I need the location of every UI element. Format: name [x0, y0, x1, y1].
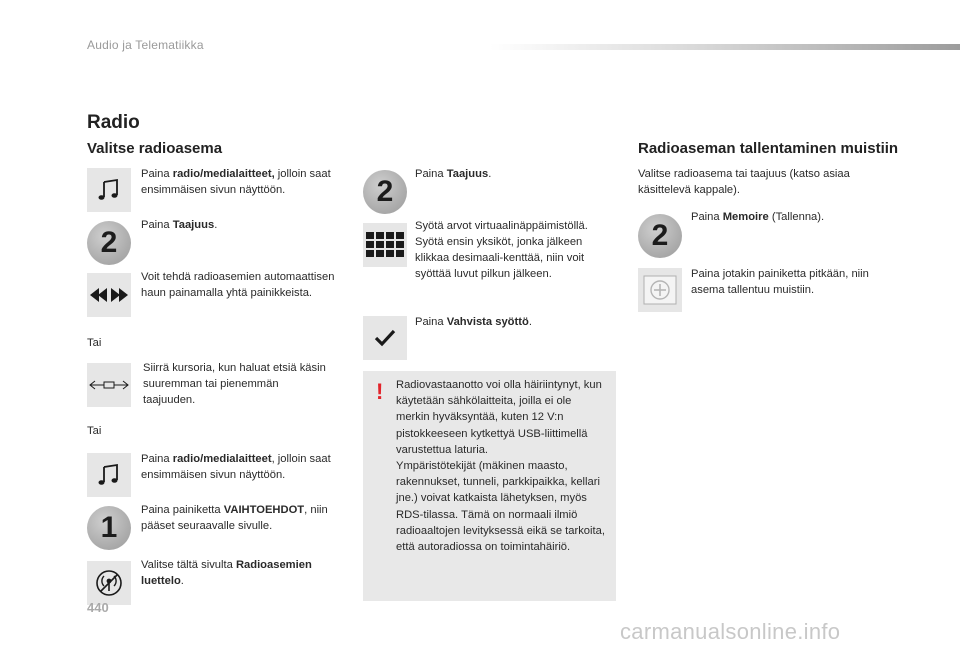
running-header: Audio ja Telematiikka — [87, 38, 204, 52]
warning-text: Radiovastaanotto voi olla häiriintynyt, kun käytetään sähkölaitteita, joilla ei ole merkin hyväksyntää, kuten 12 V:n pistokkeeseen kytkettyä USB-liittimellä varustettua laturia. Ympäristötekijät (mäkinen maasto, rakennukset, tunneli, parkkipaikka, kellari jne.) voivat katkaista lähetyksen, myös RDS-tilassa. Tämä on normaali ilmiö radioaaltojen levityksessä eikä se tarkoita, että autoradiossa on toimintahäiriö. — [396, 379, 605, 554]
left-step6-text: Paina painiketta VAIHTOEHDOT, niin pääset seuraavalle sivulle. — [141, 504, 328, 532]
keypad-icon — [363, 223, 407, 267]
checkmark-icon — [363, 316, 407, 360]
step-number-badge: 1 — [87, 506, 131, 550]
step-number-badge: 2 — [638, 214, 682, 258]
left-step3-text: Voit tehdä radioasemien automaattisen haun painamalla yhtä painikkeista. — [141, 271, 335, 299]
radio-antenna-icon — [87, 561, 131, 605]
left-step5-text: Paina radio/medialaitteet, jolloin saat ensimmäisen sivun näyttöön. — [141, 453, 331, 481]
warning-icon: ! — [376, 379, 384, 404]
middle-step3-text: Paina Vahvista syöttö. — [415, 316, 532, 328]
left-heading: Valitse radioasema — [87, 140, 223, 157]
add-preset-icon — [638, 268, 682, 312]
or-label: Tai — [87, 425, 102, 437]
or-label: Tai — [87, 337, 102, 349]
left-step1-text: Paina radio/medialaitteet, jolloin saat ensimmäisen sivun näyttöön. — [141, 168, 331, 196]
middle-step1-text: Paina Taajuus. — [415, 168, 492, 180]
watermark: carmanualsonline.info — [620, 619, 841, 644]
step-number-badge: 2 — [363, 170, 407, 214]
header-decor-bar — [490, 44, 960, 50]
page-title: Radio — [87, 112, 140, 133]
right-intro-text: Valitse radioasema tai taajuus (katso asiaa käsittelevä kappale). — [638, 168, 850, 196]
left-step4-text: Siirrä kursoria, kun haluat etsiä käsin suuremman tai pienemmän taajuuden. — [143, 362, 326, 406]
seek-arrows-icon — [87, 273, 131, 317]
left-step7-text: Valitse tältä sivulta Radioasemien luettelo. — [141, 559, 312, 587]
music-note-icon — [87, 453, 131, 497]
right-heading: Radioaseman tallentaminen muistiin — [638, 140, 899, 157]
middle-step2-text: Syötä arvot virtuaalinäppäimistöllä. Syötä ensin yksiköt, jonka jälkeen klikkaa desimaali-kenttää, niin voit syöttää luvut pilkun jälkeen. — [415, 220, 588, 280]
right-step2-text: Paina jotakin painiketta pitkään, niin asema tallentuu muistiin. — [691, 268, 869, 296]
right-step1-text: Paina Memoire (Tallenna). — [691, 211, 825, 223]
frequency-slider-icon — [87, 363, 131, 407]
left-step2-text: Paina Taajuus. — [141, 219, 218, 231]
music-note-icon — [87, 168, 131, 212]
page-number: 440 — [87, 600, 109, 615]
step-number-badge: 2 — [87, 221, 131, 265]
